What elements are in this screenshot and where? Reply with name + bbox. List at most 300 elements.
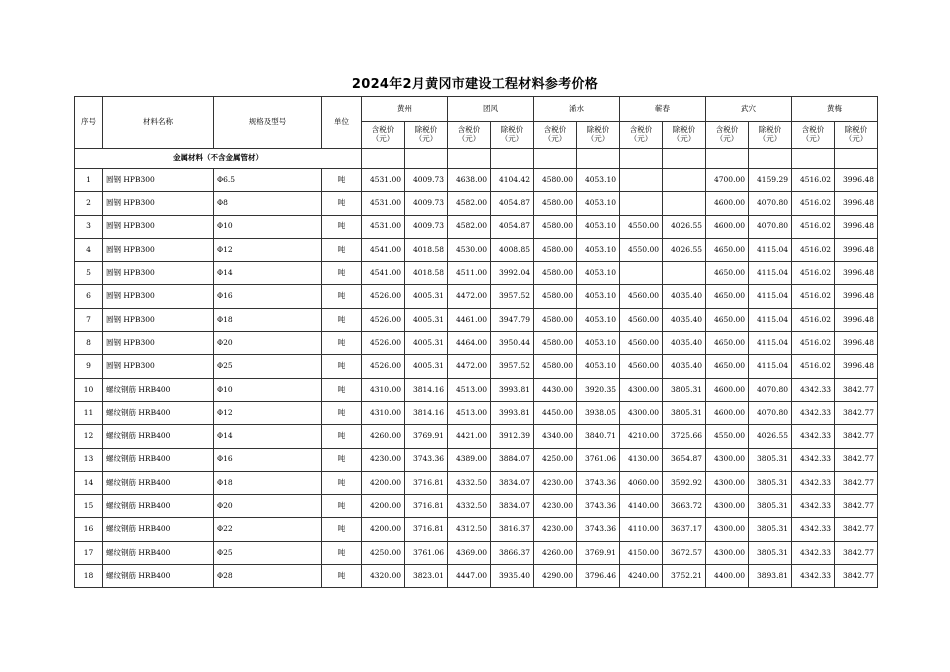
price-tax-included: 4511.00 xyxy=(448,262,491,285)
row-seq: 13 xyxy=(75,448,103,471)
price-tax-included: 4250.00 xyxy=(362,541,405,564)
price-tax-included: 4389.00 xyxy=(448,448,491,471)
price-tax-included: 4240.00 xyxy=(620,565,663,588)
price-tax-included: 4550.00 xyxy=(706,425,749,448)
price-tax-included: 4342.33 xyxy=(792,471,835,494)
price-tax-excluded: 3842.77 xyxy=(835,448,878,471)
price-tax-included: 4516.02 xyxy=(792,332,835,355)
price-tax-included: 4342.33 xyxy=(792,401,835,424)
price-tax-excluded: 4026.55 xyxy=(749,425,792,448)
price-tax-excluded: 3840.71 xyxy=(577,425,620,448)
price-tax-excluded: 4053.10 xyxy=(577,285,620,308)
table-row xyxy=(75,238,878,261)
row-material-name: 圆钢 HPB300 xyxy=(103,285,214,308)
price-tax-excluded xyxy=(663,169,706,192)
price-tax-included: 4516.02 xyxy=(792,308,835,331)
price-tax-included: 4342.33 xyxy=(792,378,835,401)
header-tax-included xyxy=(448,122,491,149)
price-tax-excluded: 4026.55 xyxy=(663,238,706,261)
row-seq: 15 xyxy=(75,495,103,518)
price-tax-excluded: 4005.31 xyxy=(405,285,448,308)
price-tax-included: 4320.00 xyxy=(362,565,405,588)
table-row xyxy=(75,448,878,471)
price-tax-excluded: 3592.92 xyxy=(663,471,706,494)
table-row xyxy=(75,495,878,518)
price-type-label: 除税价 xyxy=(672,125,696,135)
price-tax-included: 4650.00 xyxy=(706,308,749,331)
price-tax-excluded: 3663.72 xyxy=(663,495,706,518)
price-tax-excluded: 4005.31 xyxy=(405,355,448,378)
price-type-label: 含税价 xyxy=(629,125,653,135)
header-tax-excluded xyxy=(491,122,534,149)
price-tax-excluded: 3743.36 xyxy=(577,495,620,518)
price-tax-included: 4580.00 xyxy=(534,215,577,238)
price-tax-excluded: 3637.17 xyxy=(663,518,706,541)
price-tax-excluded: 3884.07 xyxy=(491,448,534,471)
row-spec: Φ12 xyxy=(214,401,322,424)
table-row xyxy=(75,332,878,355)
price-unit-label: （元） xyxy=(414,134,438,143)
header-region: 蕲春 xyxy=(620,97,706,122)
price-tax-included: 4400.00 xyxy=(706,565,749,588)
price-unit-label: （元） xyxy=(801,134,825,143)
row-unit: 吨 xyxy=(322,238,362,261)
price-tax-included xyxy=(620,192,663,215)
row-spec: Φ22 xyxy=(214,518,322,541)
price-tax-included: 4260.00 xyxy=(534,541,577,564)
price-tax-excluded: 3805.31 xyxy=(749,448,792,471)
header-region: 黄州 xyxy=(362,97,448,122)
row-seq: 5 xyxy=(75,262,103,285)
header-tax-included xyxy=(362,122,405,149)
row-unit: 吨 xyxy=(322,401,362,424)
price-tax-included: 4060.00 xyxy=(620,471,663,494)
price-tax-excluded: 3834.07 xyxy=(491,495,534,518)
table-row xyxy=(75,565,878,588)
row-spec: Φ25 xyxy=(214,355,322,378)
header-spec: 规格及型号 xyxy=(214,97,322,149)
table-row xyxy=(75,378,878,401)
price-tax-included: 4300.00 xyxy=(706,541,749,564)
price-tax-excluded: 3814.16 xyxy=(405,378,448,401)
price-tax-included: 4461.00 xyxy=(448,308,491,331)
price-tax-excluded: 4054.87 xyxy=(491,192,534,215)
price-tax-excluded: 3996.48 xyxy=(835,308,878,331)
price-tax-included: 4550.00 xyxy=(620,215,663,238)
price-tax-included: 4516.02 xyxy=(792,192,835,215)
price-tax-included xyxy=(620,262,663,285)
price-unit-label: （元） xyxy=(371,134,395,143)
price-tax-excluded: 3805.31 xyxy=(749,471,792,494)
row-unit: 吨 xyxy=(322,471,362,494)
price-tax-included: 4513.00 xyxy=(448,378,491,401)
price-type-label: 含税价 xyxy=(457,125,481,135)
price-tax-excluded: 3950.44 xyxy=(491,332,534,355)
header-unit: 单位 xyxy=(322,97,362,149)
row-seq: 6 xyxy=(75,285,103,308)
row-spec: Φ6.5 xyxy=(214,169,322,192)
price-tax-excluded: 3996.48 xyxy=(835,169,878,192)
price-tax-included: 4550.00 xyxy=(620,238,663,261)
row-spec: Φ20 xyxy=(214,332,322,355)
price-tax-included: 4526.00 xyxy=(362,285,405,308)
price-tax-included: 4560.00 xyxy=(620,332,663,355)
price-tax-excluded: 4070.80 xyxy=(749,401,792,424)
price-tax-included: 4150.00 xyxy=(620,541,663,564)
category-label: 金属材料（不含金属管材） xyxy=(75,149,362,169)
price-tax-excluded: 4053.10 xyxy=(577,262,620,285)
price-tax-included: 4430.00 xyxy=(534,378,577,401)
price-tax-excluded: 3743.36 xyxy=(405,448,448,471)
row-material-name: 圆钢 HPB300 xyxy=(103,169,214,192)
row-unit: 吨 xyxy=(322,215,362,238)
price-tax-included: 4526.00 xyxy=(362,308,405,331)
price-tax-excluded: 3996.48 xyxy=(835,332,878,355)
price-tax-excluded: 3654.87 xyxy=(663,448,706,471)
price-tax-included: 4332.50 xyxy=(448,471,491,494)
category-row xyxy=(75,149,878,169)
price-tax-excluded: 3752.21 xyxy=(663,565,706,588)
price-unit-label: （元） xyxy=(457,134,481,143)
price-tax-excluded: 3842.77 xyxy=(835,401,878,424)
price-tax-included: 4369.00 xyxy=(448,541,491,564)
price-tax-excluded: 3769.91 xyxy=(405,425,448,448)
price-tax-excluded: 3957.52 xyxy=(491,285,534,308)
header-tax-excluded xyxy=(749,122,792,149)
price-tax-excluded: 3823.01 xyxy=(405,565,448,588)
price-type-label: 除税价 xyxy=(414,125,438,135)
price-tax-excluded: 3834.07 xyxy=(491,471,534,494)
header-seq: 序号 xyxy=(75,97,103,149)
row-seq: 14 xyxy=(75,471,103,494)
price-tax-included: 4560.00 xyxy=(620,355,663,378)
price-type-label: 除税价 xyxy=(758,125,782,135)
price-tax-excluded: 4026.55 xyxy=(663,215,706,238)
price-tax-included: 4516.02 xyxy=(792,215,835,238)
row-seq: 18 xyxy=(75,565,103,588)
price-tax-excluded: 3993.81 xyxy=(491,401,534,424)
price-tax-excluded: 3938.05 xyxy=(577,401,620,424)
row-seq: 1 xyxy=(75,169,103,192)
header-row-regions xyxy=(75,97,878,122)
price-tax-excluded: 3947.79 xyxy=(491,308,534,331)
price-tax-excluded: 3805.31 xyxy=(663,401,706,424)
table-row xyxy=(75,262,878,285)
price-tax-excluded: 4070.80 xyxy=(749,378,792,401)
price-tax-included: 4450.00 xyxy=(534,401,577,424)
price-unit-label: （元） xyxy=(629,134,653,143)
row-material-name: 螺纹钢筋 HRB400 xyxy=(103,378,214,401)
price-tax-included: 4447.00 xyxy=(448,565,491,588)
price-tax-included: 4200.00 xyxy=(362,518,405,541)
row-spec: Φ14 xyxy=(214,262,322,285)
price-tax-included: 4310.00 xyxy=(362,401,405,424)
row-spec: Φ12 xyxy=(214,238,322,261)
price-tax-excluded: 3893.81 xyxy=(749,565,792,588)
price-tax-included: 4531.00 xyxy=(362,215,405,238)
price-tax-excluded: 4035.40 xyxy=(663,308,706,331)
price-tax-excluded: 3761.06 xyxy=(405,541,448,564)
price-tax-included: 4580.00 xyxy=(534,332,577,355)
price-tax-included: 4472.00 xyxy=(448,355,491,378)
price-table xyxy=(74,96,878,588)
table-row xyxy=(75,541,878,564)
price-tax-excluded: 3842.77 xyxy=(835,518,878,541)
price-tax-excluded: 3935.40 xyxy=(491,565,534,588)
row-unit: 吨 xyxy=(322,262,362,285)
price-type-label: 含税价 xyxy=(371,125,395,135)
row-spec: Φ16 xyxy=(214,448,322,471)
price-tax-included: 4516.02 xyxy=(792,285,835,308)
row-unit: 吨 xyxy=(322,565,362,588)
price-tax-included: 4300.00 xyxy=(706,518,749,541)
table-row xyxy=(75,425,878,448)
price-type-label: 含税价 xyxy=(543,125,567,135)
table-row xyxy=(75,169,878,192)
price-tax-included: 4300.00 xyxy=(620,378,663,401)
price-tax-excluded: 3761.06 xyxy=(577,448,620,471)
row-spec: Φ10 xyxy=(214,215,322,238)
price-tax-included: 4421.00 xyxy=(448,425,491,448)
price-tax-excluded: 3672.57 xyxy=(663,541,706,564)
table-row xyxy=(75,285,878,308)
row-seq: 10 xyxy=(75,378,103,401)
price-tax-excluded: 3805.31 xyxy=(749,495,792,518)
row-material-name: 螺纹钢筋 HRB400 xyxy=(103,401,214,424)
row-material-name: 圆钢 HPB300 xyxy=(103,262,214,285)
price-tax-included: 4541.00 xyxy=(362,262,405,285)
price-tax-included: 4580.00 xyxy=(534,262,577,285)
header-region: 浠水 xyxy=(534,97,620,122)
row-spec: Φ14 xyxy=(214,425,322,448)
price-tax-excluded: 4053.10 xyxy=(577,192,620,215)
row-unit: 吨 xyxy=(322,308,362,331)
price-tax-excluded: 4008.85 xyxy=(491,238,534,261)
price-tax-excluded: 3866.37 xyxy=(491,541,534,564)
price-tax-excluded: 4053.10 xyxy=(577,308,620,331)
price-tax-excluded: 3716.81 xyxy=(405,495,448,518)
price-tax-included xyxy=(620,169,663,192)
price-tax-excluded: 3842.77 xyxy=(835,565,878,588)
price-type-label: 除税价 xyxy=(586,125,610,135)
price-tax-excluded: 3805.31 xyxy=(749,518,792,541)
row-seq: 3 xyxy=(75,215,103,238)
price-tax-included: 4650.00 xyxy=(706,355,749,378)
row-unit: 吨 xyxy=(322,448,362,471)
price-tax-included: 4230.00 xyxy=(534,471,577,494)
price-tax-excluded: 4053.10 xyxy=(577,215,620,238)
row-unit: 吨 xyxy=(322,192,362,215)
price-tax-excluded: 3842.77 xyxy=(835,425,878,448)
header-tax-excluded xyxy=(577,122,620,149)
price-tax-excluded: 4115.04 xyxy=(749,308,792,331)
price-unit-label: （元） xyxy=(543,134,567,143)
price-tax-excluded: 4035.40 xyxy=(663,355,706,378)
price-tax-included: 4531.00 xyxy=(362,192,405,215)
price-tax-excluded: 3996.48 xyxy=(835,192,878,215)
price-tax-included: 4300.00 xyxy=(706,495,749,518)
price-tax-excluded: 3993.81 xyxy=(491,378,534,401)
price-tax-excluded: 3842.77 xyxy=(835,471,878,494)
row-material-name: 螺纹钢筋 HRB400 xyxy=(103,425,214,448)
row-material-name: 圆钢 HPB300 xyxy=(103,355,214,378)
price-type-label: 含税价 xyxy=(801,125,825,135)
price-tax-excluded: 3743.36 xyxy=(577,471,620,494)
header-tax-excluded xyxy=(663,122,706,149)
price-tax-included: 4260.00 xyxy=(362,425,405,448)
row-spec: Φ16 xyxy=(214,285,322,308)
price-tax-included: 4230.00 xyxy=(534,495,577,518)
price-tax-included: 4342.33 xyxy=(792,448,835,471)
row-material-name: 螺纹钢筋 HRB400 xyxy=(103,495,214,518)
price-tax-excluded: 4053.10 xyxy=(577,238,620,261)
price-tax-excluded: 4070.80 xyxy=(749,215,792,238)
price-tax-included: 4140.00 xyxy=(620,495,663,518)
price-unit-label: （元） xyxy=(672,134,696,143)
price-tax-excluded: 4104.42 xyxy=(491,169,534,192)
price-tax-excluded: 4053.10 xyxy=(577,169,620,192)
row-spec: Φ10 xyxy=(214,378,322,401)
price-tax-excluded: 3743.36 xyxy=(577,518,620,541)
price-tax-included: 4560.00 xyxy=(620,285,663,308)
price-tax-excluded: 4009.73 xyxy=(405,192,448,215)
price-unit-label: （元） xyxy=(715,134,739,143)
row-spec: Φ20 xyxy=(214,495,322,518)
row-material-name: 螺纹钢筋 HRB400 xyxy=(103,565,214,588)
row-spec: Φ25 xyxy=(214,541,322,564)
price-tax-included: 4516.02 xyxy=(792,238,835,261)
price-tax-included: 4312.50 xyxy=(448,518,491,541)
row-unit: 吨 xyxy=(322,541,362,564)
price-tax-excluded: 4053.10 xyxy=(577,332,620,355)
price-tax-excluded: 4115.04 xyxy=(749,355,792,378)
price-tax-excluded: 3814.16 xyxy=(405,401,448,424)
price-tax-included: 4530.00 xyxy=(448,238,491,261)
price-tax-included: 4600.00 xyxy=(706,401,749,424)
price-tax-excluded: 4035.40 xyxy=(663,332,706,355)
price-tax-included: 4582.00 xyxy=(448,192,491,215)
price-tax-included: 4516.02 xyxy=(792,355,835,378)
row-material-name: 圆钢 HPB300 xyxy=(103,215,214,238)
header-region: 团风 xyxy=(448,97,534,122)
price-tax-excluded: 4070.80 xyxy=(749,192,792,215)
price-tax-included: 4200.00 xyxy=(362,471,405,494)
price-tax-excluded: 3920.35 xyxy=(577,378,620,401)
row-material-name: 圆钢 HPB300 xyxy=(103,332,214,355)
price-tax-included: 4513.00 xyxy=(448,401,491,424)
price-tax-included: 4560.00 xyxy=(620,308,663,331)
price-tax-excluded: 3842.77 xyxy=(835,541,878,564)
row-spec: Φ8 xyxy=(214,192,322,215)
table-row xyxy=(75,215,878,238)
price-tax-excluded: 4053.10 xyxy=(577,355,620,378)
price-tax-included: 4541.00 xyxy=(362,238,405,261)
price-tax-included: 4332.50 xyxy=(448,495,491,518)
price-tax-excluded: 3996.48 xyxy=(835,238,878,261)
price-tax-included: 4600.00 xyxy=(706,192,749,215)
price-tax-included: 4600.00 xyxy=(706,378,749,401)
table-row xyxy=(75,471,878,494)
price-tax-included: 4342.33 xyxy=(792,425,835,448)
row-unit: 吨 xyxy=(322,518,362,541)
row-material-name: 螺纹钢筋 HRB400 xyxy=(103,448,214,471)
row-seq: 17 xyxy=(75,541,103,564)
table-row xyxy=(75,308,878,331)
price-tax-excluded: 4018.58 xyxy=(405,262,448,285)
price-tax-included: 4638.00 xyxy=(448,169,491,192)
price-tax-excluded: 4009.73 xyxy=(405,215,448,238)
price-type-label: 含税价 xyxy=(715,125,739,135)
price-type-label: 除税价 xyxy=(844,125,868,135)
price-tax-included: 4310.00 xyxy=(362,378,405,401)
header-tax-included xyxy=(534,122,577,149)
price-tax-excluded: 3957.52 xyxy=(491,355,534,378)
row-seq: 4 xyxy=(75,238,103,261)
price-tax-excluded: 4115.04 xyxy=(749,262,792,285)
price-tax-excluded: 3996.48 xyxy=(835,262,878,285)
price-tax-included: 4580.00 xyxy=(534,285,577,308)
price-tax-excluded: 3805.31 xyxy=(749,541,792,564)
price-tax-included: 4110.00 xyxy=(620,518,663,541)
price-tax-excluded: 3842.77 xyxy=(835,378,878,401)
price-tax-included: 4516.02 xyxy=(792,262,835,285)
price-tax-excluded: 3816.37 xyxy=(491,518,534,541)
price-tax-included: 4342.33 xyxy=(792,565,835,588)
header-tax-excluded xyxy=(835,122,878,149)
price-tax-excluded: 4018.58 xyxy=(405,238,448,261)
price-tax-excluded: 3996.48 xyxy=(835,285,878,308)
price-tax-included: 4700.00 xyxy=(706,169,749,192)
row-seq: 11 xyxy=(75,401,103,424)
price-tax-excluded: 3716.81 xyxy=(405,471,448,494)
price-tax-included: 4130.00 xyxy=(620,448,663,471)
row-spec: Φ18 xyxy=(214,308,322,331)
price-tax-included: 4600.00 xyxy=(706,215,749,238)
price-unit-label: （元） xyxy=(758,134,782,143)
price-unit-label: （元） xyxy=(844,134,868,143)
price-tax-excluded: 3992.04 xyxy=(491,262,534,285)
price-tax-included: 4342.33 xyxy=(792,495,835,518)
price-tax-excluded: 3842.77 xyxy=(835,495,878,518)
row-seq: 9 xyxy=(75,355,103,378)
price-tax-included: 4340.00 xyxy=(534,425,577,448)
price-tax-included: 4580.00 xyxy=(534,308,577,331)
row-unit: 吨 xyxy=(322,425,362,448)
price-tax-included: 4210.00 xyxy=(620,425,663,448)
price-unit-label: （元） xyxy=(500,134,524,143)
price-type-label: 除税价 xyxy=(500,125,524,135)
header-tax-included xyxy=(792,122,835,149)
price-tax-excluded: 4115.04 xyxy=(749,285,792,308)
price-tax-included: 4580.00 xyxy=(534,192,577,215)
row-unit: 吨 xyxy=(322,285,362,308)
price-tax-included: 4200.00 xyxy=(362,495,405,518)
row-seq: 2 xyxy=(75,192,103,215)
header-tax-included xyxy=(620,122,663,149)
row-unit: 吨 xyxy=(322,355,362,378)
price-tax-included: 4230.00 xyxy=(534,518,577,541)
price-tax-included: 4526.00 xyxy=(362,332,405,355)
price-tax-included: 4472.00 xyxy=(448,285,491,308)
price-tax-included: 4650.00 xyxy=(706,262,749,285)
row-spec: Φ18 xyxy=(214,471,322,494)
price-tax-excluded xyxy=(663,262,706,285)
row-unit: 吨 xyxy=(322,495,362,518)
price-tax-excluded xyxy=(663,192,706,215)
price-tax-included: 4580.00 xyxy=(534,169,577,192)
row-seq: 8 xyxy=(75,332,103,355)
row-unit: 吨 xyxy=(322,332,362,355)
